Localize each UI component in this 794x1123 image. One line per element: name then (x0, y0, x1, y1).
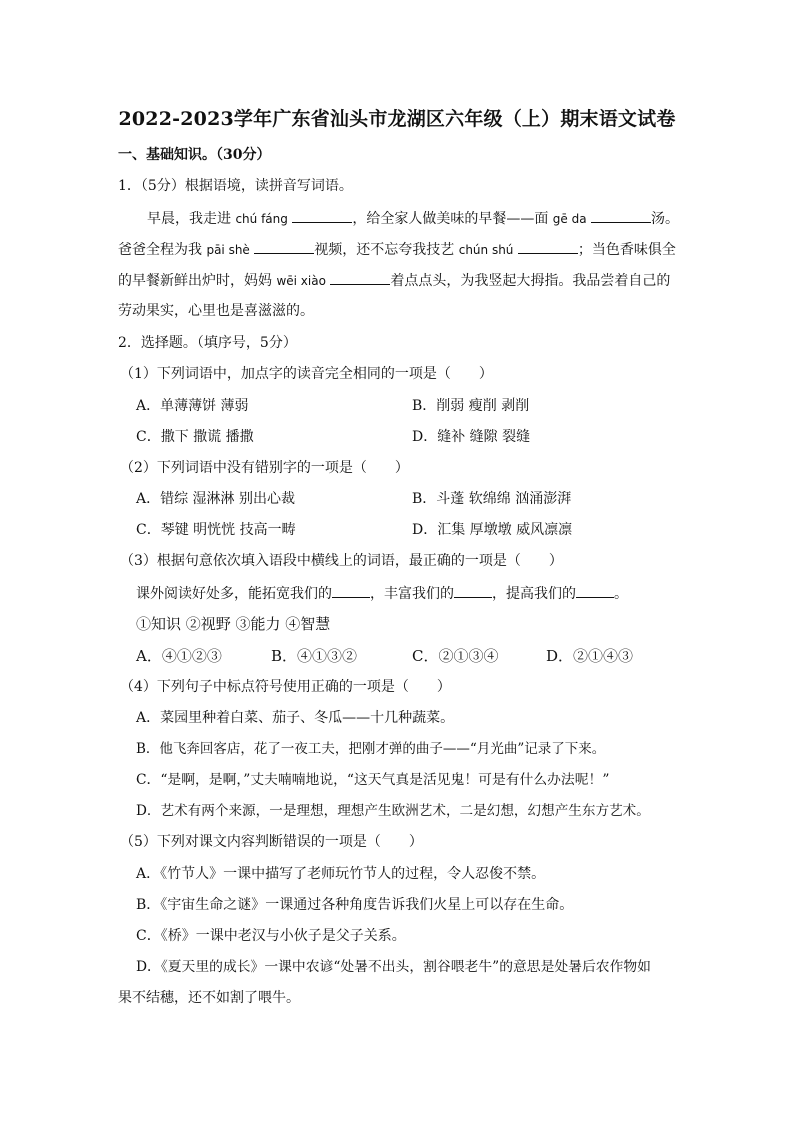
answer-blank[interactable] (292, 208, 352, 223)
choice-c: C．撒下 撒谎 播撒 (136, 429, 254, 445)
choice-b: B．④①③② (271, 647, 358, 665)
answer-blank[interactable] (454, 583, 492, 598)
question-1-line-3: 的早餐新鲜出炉时，妈妈 wēi xiào 着点点头，为我竖起大拇指。我品尝着自己的 (118, 270, 670, 291)
choice-c: C．琴键 明恍恍 技高一畴 (136, 522, 296, 538)
question-1-line-2: 爸爸全程为我 pāi shè 视频，还不忘夸我技艺 chún shú ；当色香味俱全 (118, 239, 676, 260)
pinyin-chunshu: chún shú (458, 243, 514, 257)
choice-a: A．错综 湿淋淋 别出心裁 (136, 491, 296, 507)
choice-d-continued: 果不结穗，还不如割了喂牛。 (118, 990, 300, 1006)
sub-question-2-stem: （2）下列词语中没有错别字的一项是（ ） (120, 460, 409, 476)
choice-d: D．汇集 厚墩墩 威风凛凛 (412, 522, 573, 538)
pinyin-geda: gē da (552, 212, 587, 226)
answer-blank[interactable] (330, 270, 390, 285)
page-title: 2022-2023学年广东省汕头市龙湖区六年级（上）期末语文试卷 (118, 108, 676, 130)
question-1-line-4: 劳动果实，心里也是喜滋滋的。 (118, 303, 314, 319)
pinyin-weixiao: wēi xiào (276, 274, 326, 288)
choice-a: A．菜园里种着白菜、茄子、冬瓜——十几种蔬菜。 (136, 710, 455, 726)
choice-c: C．《桥》一课中老汉与小伙子是父子关系。 (136, 928, 406, 944)
answer-blank[interactable] (254, 239, 314, 254)
choice-b: B．《宇宙生命之谜》一课通过各种角度告诉我们火星上可以存在生命。 (136, 897, 574, 913)
answer-blank[interactable] (576, 583, 614, 598)
choice-d: D．艺术有两个来源，一是理想，理想产生欧洲艺术，二是幻想，幻想产生东方艺术。 (136, 803, 650, 819)
choice-c: C．“是啊，是啊，”丈夫喃喃地说，“这天气真是活见鬼！可是有什么办法呢！” (136, 772, 610, 788)
answer-blank[interactable] (591, 208, 651, 223)
choice-d: D．缝补 缝隙 裂缝 (412, 429, 531, 445)
question-2-stem: 2．选择题。（填序号，5分） (118, 335, 297, 351)
passage-text: 课外阅读好处多，能拓宽我们的 ，丰富我们的 ，提高我们的 。 (136, 583, 628, 604)
choice-b: B．削弱 瘦削 剥削 (412, 398, 530, 414)
answer-blank[interactable] (332, 583, 370, 598)
pinyin-chufang: chú fáng (235, 212, 288, 226)
question-1-stem: 1．（5分）根据语境，读拼音写词语。 (118, 178, 353, 194)
sub-question-4-stem: （4）下列句子中标点符号使用正确的一项是（ ） (120, 679, 451, 695)
word-options: ①知识 ②视野 ③能力 ④智慧 (136, 615, 331, 633)
question-1-line-1: 早晨，我走进 chú fáng ，给全家人做美味的早餐——面 gē da 汤。 (147, 208, 679, 229)
choice-a: A．《竹节人》一课中描写了老师玩竹节人的过程，令人忍俊不禁。 (136, 866, 546, 882)
choice-d: D．《夏天里的成长》一课中农谚“处暑不出头，割谷喂老牛”的意思是处暑后农作物如 (136, 959, 651, 975)
section-heading: 一、基础知识。（30分） (118, 147, 271, 163)
choice-b: B．斗蓬 软绵绵 汹涌澎湃 (412, 491, 572, 507)
choice-a: A．单薄薄饼 薄弱 (136, 398, 249, 414)
choice-d: D．②①④③ (546, 647, 634, 665)
choice-c: C．②①③④ (412, 647, 499, 665)
choice-a: A．④①②③ (136, 647, 222, 665)
sub-question-1-stem: （1）下列词语中，加点字的读音完全相同的一项是（ ） (120, 366, 493, 382)
sub-question-5-stem: （5）下列对课文内容判断错误的一项是（ ） (120, 834, 423, 850)
sub-question-3-stem: （3）根据句意依次填入语段中横线上的词语，最正确的一项是（ ） (120, 553, 563, 569)
choice-b: B．他飞奔回客店，花了一夜工夫，把刚才弹的曲子——“月光曲”记录了下来。 (136, 741, 606, 757)
pinyin-paishe: pāi shè (206, 243, 250, 257)
answer-blank[interactable] (518, 239, 578, 254)
